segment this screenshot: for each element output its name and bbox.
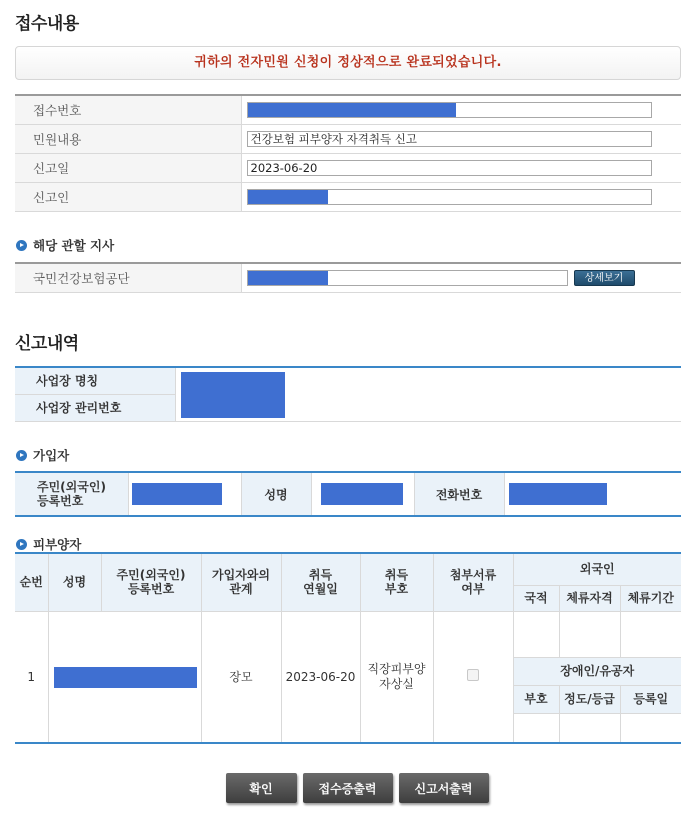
bullet-icon: [16, 240, 27, 251]
reporter-field: [247, 189, 652, 205]
redacted-block: [181, 372, 285, 418]
branch-subtitle: [16, 236, 114, 254]
col-disabled: 장애인/유공자: [513, 657, 681, 685]
redacted-block: [248, 189, 328, 205]
redacted-block: [54, 667, 197, 688]
branch-table: [15, 262, 681, 293]
report-date-field: 2023-06-20: [247, 160, 652, 176]
col-attach: 첨부서류 여부: [433, 553, 513, 611]
print-receipt-button[interactable]: 접수증출력: [303, 773, 393, 803]
receipt-row-date: [15, 153, 681, 182]
dep-grade: [559, 713, 620, 743]
subscriber-subtitle: [16, 446, 69, 464]
subscriber-phone-label: 전화번호: [414, 472, 504, 516]
dependents-subtitle-text: 피부양자: [33, 537, 82, 552]
col-name: 성명: [48, 553, 101, 611]
col-relation: 가입자와의 관계: [201, 553, 281, 611]
workplace-table: [15, 366, 681, 422]
subscriber-phone-value: [504, 472, 681, 516]
col-grade: 정도/등급: [559, 685, 620, 713]
branch-subtitle-text: 해당 관할 지사: [33, 238, 115, 253]
receipt-number-field: [247, 102, 652, 118]
confirm-button[interactable]: 확인: [226, 773, 297, 803]
dependents-table: [15, 552, 681, 744]
subscriber-table: [15, 471, 681, 517]
redacted-block: [248, 103, 456, 117]
complaint-content-field: 건강보험 피부양자 자격취득 신고: [247, 131, 652, 147]
print-report-button[interactable]: 신고서출력: [399, 773, 489, 803]
workplace-name-label: 사업장 명칭: [15, 367, 175, 394]
branch-field: [247, 270, 568, 286]
branch-label: 국민건강보험공단: [15, 263, 241, 292]
col-stay-status: 체류자격: [559, 585, 620, 611]
dep-stay-period: [620, 611, 681, 657]
dependents-subtitle: [16, 535, 81, 553]
receipt-number-label: 접수번호: [15, 95, 241, 124]
dep-relation: 장모: [201, 611, 281, 743]
dep-nationality: [513, 611, 559, 657]
reporter-label: 신고인: [15, 182, 241, 211]
col-id: 주민(외국인) 등록번호: [101, 553, 201, 611]
col-nationality: 국적: [513, 585, 559, 611]
receipt-row-number: [15, 95, 681, 124]
workplace-values: [175, 367, 681, 421]
dep-acq-date: 2023-06-20: [281, 611, 360, 743]
dep-reg-date: [620, 713, 681, 743]
bullet-icon: [16, 539, 27, 550]
receipt-row-content: [15, 124, 681, 153]
col-acq-date: 취득 연월일: [281, 553, 360, 611]
redacted-block: [248, 270, 328, 286]
receipt-section-title: 접수내용: [15, 14, 79, 34]
workplace-number-label: 사업장 관리번호: [15, 394, 175, 421]
report-date-label: 신고일: [15, 153, 241, 182]
dep-code: [513, 713, 559, 743]
subscriber-id-label: 주민(외국인) 등록번호: [15, 472, 128, 516]
subscriber-name-value: [311, 472, 414, 516]
col-acq-code: 취득 부호: [360, 553, 433, 611]
attach-checkbox[interactable]: [467, 669, 479, 681]
col-seq: 순번: [15, 553, 48, 611]
dep-acq-code: 직장피부양 자상실: [360, 611, 433, 743]
report-section-title: 신고내역: [15, 334, 79, 354]
col-foreigner: 외국인: [513, 553, 681, 585]
dep-seq: 1: [15, 611, 48, 743]
dep-name-id: [48, 611, 201, 743]
detail-view-button[interactable]: 상세보기: [574, 270, 635, 286]
redacted-block: [321, 483, 403, 505]
col-code: 부호: [513, 685, 559, 713]
redacted-block: [132, 483, 222, 505]
subscriber-id-value: [128, 472, 241, 516]
col-reg-date: 등록일: [620, 685, 681, 713]
subscriber-name-label: 성명: [241, 472, 311, 516]
action-buttons: [0, 773, 700, 803]
dep-stay-status: [559, 611, 620, 657]
redacted-block: [509, 483, 607, 505]
bullet-icon: [16, 450, 27, 461]
receipt-table: [15, 94, 681, 212]
dep-attach: [433, 611, 513, 743]
complaint-content-label: 민원내용: [15, 124, 241, 153]
receipt-row-reporter: [15, 182, 681, 211]
subscriber-subtitle-text: 가입자: [33, 448, 70, 463]
col-stay-period: 체류기간: [620, 585, 681, 611]
completion-notice: 귀하의 전자민원 신청이 정상적으로 완료되었습니다.: [15, 46, 681, 80]
